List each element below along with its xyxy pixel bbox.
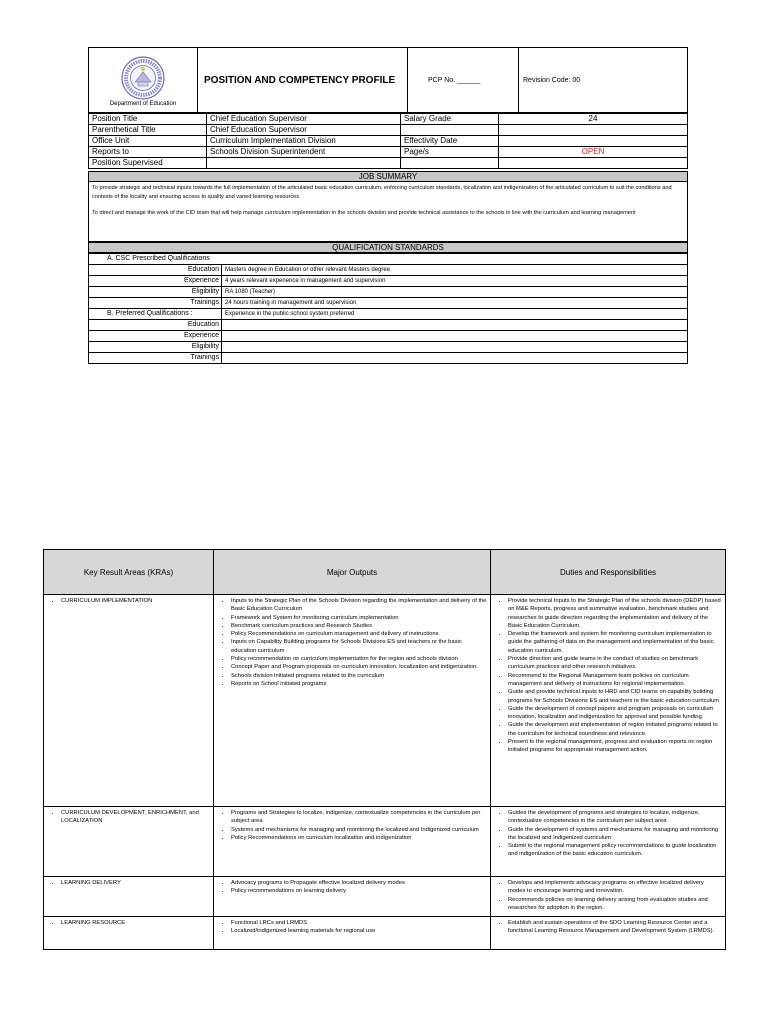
duties-list (494, 879, 722, 912)
preferred-qualifications-value: Experience in the public school system preferred (222, 309, 688, 320)
qualification-value (222, 331, 688, 342)
kra-column-header: Key Result Areas (KRAs) (44, 550, 214, 595)
qualification-value: 4 years relevant experience in management and supervision (222, 276, 688, 287)
duties-cell (491, 917, 726, 950)
qualification-label: Education (89, 265, 222, 276)
kra-row (44, 877, 726, 917)
list-item: • Programs and Strategies to localize, indigenize, contextualize competencies in the curriculum per subject area (231, 809, 487, 826)
list-item: • Advocacy programs to Propagate effective localized delivery modes (231, 879, 487, 887)
list-item: • Recommend to the Regional Management team policies on curriculum management and delivery of instructions for regional implementation. (508, 672, 722, 689)
empty-label (401, 158, 499, 169)
revision-code: Revision Code: 00 (519, 48, 688, 113)
preferred-qualifications-heading: B. Preferred Qualifications : (89, 309, 222, 320)
list-item: • Inputs on Capability Building programs for Schools Divisions ES and teachers re the basic education curriculum (231, 638, 487, 655)
qualification-label: Trainings (89, 298, 222, 309)
position-info-table (88, 113, 688, 169)
kra-name: • CURRICULUM IMPLEMENTATION (61, 597, 210, 605)
kra-header-row (44, 550, 726, 595)
list-item: • Present to the regional management, progress and evaluation reports on region initiated programs for appropriate management action. (508, 738, 722, 755)
csc-qualifications-heading: A. CSC Prescribed Qualifications (89, 254, 688, 265)
position-title-value: Chief Education Supervisor (207, 114, 401, 125)
preferred-qualifications-row (89, 309, 688, 320)
salary-grade-value: 24 (499, 114, 688, 125)
kra-cell (44, 917, 214, 950)
position-supervised-label: Position Supervised (89, 158, 207, 169)
list-item: • Policy recommendations on learning delivery (231, 887, 487, 895)
qualification-value (222, 320, 688, 331)
list-item: • Policy Recommendations on curriculum management and delivery of instructions (231, 630, 487, 638)
qualification-row (89, 276, 688, 287)
position-title-label: Position Title (89, 114, 207, 125)
deped-seal-icon (121, 56, 165, 100)
kra-cell (44, 595, 214, 807)
kra-cell (44, 877, 214, 917)
list-item: • Establish and sustain operations of the SDO Learning Resource Center and a functional Learning Resource Management and Development System (LRMDS). (508, 919, 722, 936)
qualification-value: Masters degree in Education or other relevant Masters degree (222, 265, 688, 276)
reports-to-label: Reports to (89, 147, 207, 158)
job-summary-heading: JOB SUMMARY (88, 171, 688, 182)
job-summary-paragraph: . (92, 218, 94, 225)
qualification-row (89, 353, 688, 364)
qualification-row (89, 342, 688, 353)
duties-cell (491, 595, 726, 807)
duties-column-header: Duties and Responsibilities (491, 550, 726, 595)
qualification-value (222, 342, 688, 353)
duties-list (494, 597, 722, 755)
list-item: • Guide the development and implementation of region initiated programs related to the curriculum for technical soundness and relevance. (508, 721, 722, 738)
list-item: • Policy recommendation on curriculum implementation for the region and schools division (231, 655, 487, 663)
qualification-row (89, 265, 688, 276)
qualification-label: Eligibility (89, 287, 222, 298)
outputs-list (217, 879, 487, 896)
info-row (89, 125, 688, 136)
pages-label: Page/s (401, 147, 499, 158)
qualifications-table (88, 253, 688, 364)
list-item: • Provide technical Inputs to the Strategic Plan of the schools division (DEDP) based on M&E Reports, progress and summative evaluation, benchmark studies and researches to guide direction regarding the implementation and delivery of the Basic Education Curriculum. (508, 597, 722, 630)
qualification-label: Trainings (89, 353, 222, 364)
job-summary-paragraph: To provide strategic and technical inputs towards the full implementation of the articulated basic education curriculum, enforcing curriculum standards, localization and indigenization of the articulated curriculum to suit the conditions and contexts of the locality and ensuring access to quality and varied learning resources. (92, 185, 672, 200)
duties-cell (491, 877, 726, 917)
outputs-cell (214, 877, 491, 917)
info-row (89, 147, 688, 158)
outputs-list (217, 919, 487, 936)
list-item: • Recommends policies on learning delivery arising from evaluation studies and researches for adoption in the region. (508, 896, 722, 913)
parenthetical-title-value: Chief Education Supervisor (207, 125, 401, 136)
empty-label (401, 125, 499, 136)
duties-list (494, 919, 722, 936)
job-summary-paragraph: To direct and manage the work of the CID team that will help manage curriculum implementation in the schools division and provide technical assistance to the schools in line with the curriculum and learning management (92, 210, 636, 217)
pcp-number: PCP No. ______ (408, 48, 519, 113)
outputs-cell (214, 807, 491, 877)
salary-grade-label: Salary Grade (401, 114, 499, 125)
duties-cell (491, 807, 726, 877)
kra-name: • CURRICULUM DEVELOPMENT, ENRICHMENT, and LOCALIZATION (61, 809, 210, 825)
list-item: • Inputs to the Strategic Plan of the Schools Division regarding the implementation and delivery of the Basic Education Curriculum (231, 597, 487, 614)
job-summary-body (88, 182, 688, 242)
qualification-standards-heading: QUALIFICATION STANDARDS (88, 242, 688, 253)
qualification-value: 24 hours training in management and supervision (222, 298, 688, 309)
info-row (89, 114, 688, 125)
profile-header (88, 47, 688, 113)
info-row (89, 136, 688, 147)
office-unit-value: Curriculum Implementation Division (207, 136, 401, 147)
empty-value (499, 125, 688, 136)
position-supervised-value (207, 158, 401, 169)
outputs-column-header: Major Outputs (214, 550, 491, 595)
empty-value (499, 158, 688, 169)
department-name: Department of Education (109, 101, 177, 107)
office-unit-label: Office Unit (89, 136, 207, 147)
duties-list (494, 809, 722, 859)
list-item: • Develop the framework and system for monitoring curriculum implementation to guide the gathering of data on the management and implementation of the basic education curriculum. (508, 630, 722, 655)
list-item: • Reports on School initiated programs (231, 680, 487, 688)
qualification-label: Experience (89, 276, 222, 287)
qualification-label: Education (89, 320, 222, 331)
qualification-row (89, 298, 688, 309)
kra-row (44, 595, 726, 807)
list-item: • Provide direction and guide teams in the conduct of studies on benchmark curriculum practices and other research initiatives. (508, 655, 722, 672)
reports-to-value: Schools Division Superintendent (207, 147, 401, 158)
info-row (89, 158, 688, 169)
qualification-value (222, 353, 688, 364)
kra-row (44, 917, 726, 950)
list-item: • Functional LRCs and LRMDS (231, 919, 487, 927)
qualification-label: Experience (89, 331, 222, 342)
outputs-cell (214, 917, 491, 950)
kra-row (44, 807, 726, 877)
list-item: • Guide and provide technical inputs to HRD and CID teams on capability building programs for Schools Divisions ES and teachers re the basic education curriculum (508, 688, 722, 705)
list-item: • Policy Recommendations on curriculum localization and indigenization (231, 834, 487, 842)
qualification-row (89, 320, 688, 331)
outputs-list (217, 597, 487, 688)
list-item: • Localized/indigenized learning materials for regional use (231, 927, 487, 935)
outputs-list (217, 809, 487, 842)
list-item: • Benchmark curriculum practices and Research Studies (231, 622, 487, 630)
qualification-row (89, 287, 688, 298)
list-item: • Framework and System for monitoring curriculum implementation (231, 614, 487, 622)
list-item: • Guide the development of systems and mechanisms for managing and monitoring the localized and Indigenized curriculum (508, 826, 722, 843)
list-item: • Guides the development of programs and strategies to localize, indigenize, contextualize competencies in the curriculum per subject area (508, 809, 722, 826)
pages-value: OPEN (499, 147, 688, 158)
list-item: • Develops and implements advocacy programs on effective localized delivery modes to encourage learning and innovation. (508, 879, 722, 896)
logo-cell (89, 48, 198, 113)
list-item: • Schools division initiated programs related to the curriculum (231, 672, 487, 680)
list-item: • Systems and mechanisms for managing and monitoring the localized and Indigenized curriculum (231, 826, 487, 834)
list-item: • Guide the development of concept papers and program proposals on curriculum innovation, localization and indigenization for approval and possible funding. (508, 705, 722, 722)
document-title: POSITION AND COMPETENCY PROFILE (198, 48, 408, 113)
kra-table (43, 549, 726, 950)
list-item: • Concept Paper and Program proposals on curriculum innovation, localization and indigenization. (231, 663, 487, 671)
qualification-value: RA 1080 (Teacher) (222, 287, 688, 298)
kra-name: • LEARNING DELIVERY (61, 879, 210, 887)
kra-cell (44, 807, 214, 877)
kra-name: • LEARNING RESOURCE (61, 919, 210, 927)
list-item: • Submit to the regional management policy recommendations to guide localization and indigenization of the basic education curriculum. (508, 842, 722, 859)
qualification-row (89, 331, 688, 342)
parenthetical-title-label: Parenthetical Title (89, 125, 207, 136)
qualification-label: Eligibility (89, 342, 222, 353)
outputs-cell (214, 595, 491, 807)
effectivity-date-value (499, 136, 688, 147)
effectivity-date-label: Effectivity Date (401, 136, 499, 147)
